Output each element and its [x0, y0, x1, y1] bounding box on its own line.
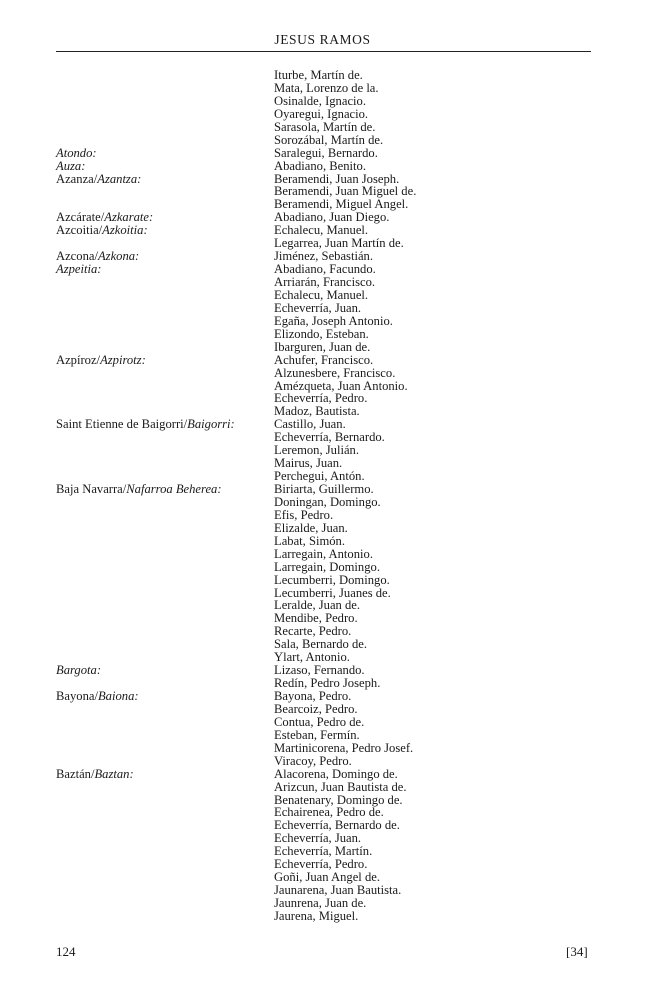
place-label: [56, 418, 235, 431]
person-name: Achufer, Francisco.: [274, 352, 374, 367]
person-name: Viracoy, Pedro.: [274, 753, 352, 768]
person-name: Abadiano, Benito.: [274, 158, 366, 173]
person-name: Leralde, Juan de.: [274, 598, 361, 613]
place-spanish: Saint Etienne de Baigorri/: [56, 417, 188, 432]
place-basque: Baztan:: [94, 766, 134, 781]
bracket-page-number: [34]: [566, 944, 588, 959]
person-name: Castillo, Juan.: [274, 417, 346, 432]
place-basque: Bargota:: [56, 663, 102, 678]
person-name: Madoz, Bautista.: [274, 404, 360, 419]
place-basque: Baiona:: [97, 689, 139, 703]
person-name: Mairus, Juan.: [274, 456, 343, 471]
place-label: [56, 768, 134, 781]
person-name: Doningan, Domingo.: [274, 494, 381, 509]
person-name: Echairenea, Pedro de.: [274, 805, 384, 820]
person-name: Echeverría, Juan.: [274, 831, 362, 846]
person-name: Amézqueta, Juan Antonio.: [274, 378, 408, 393]
person-name: Osinalde, Ignacio.: [274, 93, 366, 108]
place-label: [56, 224, 148, 237]
person-name: Sala, Bernardo de.: [274, 637, 368, 652]
person-name: Echeverría, Pedro.: [274, 391, 368, 406]
person-name: Echeverría, Juan.: [274, 300, 362, 315]
place-basque: Azkoitia:: [102, 223, 148, 238]
list-row: [0, 69, 645, 82]
person-name: Larregain, Antonio.: [274, 546, 373, 561]
person-name: Echalecu, Manuel.: [274, 223, 369, 238]
place-label: [56, 690, 139, 703]
person-name: Iturbe, Martín de.: [274, 68, 363, 82]
list-row: [0, 95, 645, 108]
list-row: [0, 276, 645, 289]
person-name: Martinicorena, Pedro Josef.: [274, 740, 414, 755]
place-basque: Azantza:: [97, 171, 142, 186]
person-name: Sarasola, Martín de.: [274, 119, 376, 134]
person-name: Goñi, Juan Angel de.: [274, 870, 380, 885]
list-row: [0, 703, 645, 716]
list-row: [0, 354, 645, 367]
place-label: [56, 263, 101, 276]
place-spanish: Baja Navarra/: [56, 482, 127, 496]
place-label: [56, 664, 101, 677]
person-name: Echeverría, Pedro.: [274, 857, 368, 872]
person-name: Beramendi, Juan Miguel de.: [274, 184, 417, 199]
place-name-list: [0, 69, 645, 923]
person-name: Jiménez, Sebastián.: [274, 249, 373, 264]
place-spanish: Azcárate/: [56, 210, 105, 225]
list-row: [0, 768, 645, 781]
place-basque: Azpeitia:: [56, 262, 102, 277]
place-spanish: Baztán/: [56, 766, 95, 781]
place-spanish: Azcoitia/: [56, 223, 103, 238]
list-row: [0, 496, 645, 509]
person-name: Leremon, Julián.: [274, 443, 359, 458]
place-spanish: Azpíroz/: [56, 352, 101, 367]
list-row: [0, 328, 645, 341]
list-row: [0, 315, 645, 328]
list-row: [0, 729, 645, 742]
person-name: Arizcun, Juan Bautista de.: [274, 779, 407, 794]
person-name: Elizondo, Esteban.: [274, 326, 369, 341]
person-name: Benatenary, Domingo de.: [274, 792, 403, 807]
person-name: Beramendi, Juan Joseph.: [274, 171, 400, 186]
person-name: Beramendi, Miguel Angel.: [274, 197, 409, 212]
person-name: Jaunrena, Juan de.: [274, 896, 367, 910]
list-row: [0, 742, 645, 755]
person-name: Efis, Pedro.: [274, 507, 334, 522]
place-basque: Azpirotz:: [100, 352, 146, 367]
person-name: Jaurena, Miguel.: [274, 908, 359, 923]
list-row: [0, 483, 645, 496]
place-label: [56, 354, 146, 367]
list-row: [0, 548, 645, 561]
page-number: 124: [56, 944, 76, 959]
place-basque: Azkarate:: [104, 210, 154, 225]
person-name: Sorozábal, Martín de.: [274, 132, 384, 147]
person-name: Lecumberri, Domingo.: [274, 572, 390, 587]
place-spanish: Azanza/: [56, 171, 98, 186]
person-name: Mata, Lorenzo de la.: [274, 80, 379, 95]
place-basque: Nafarroa Beherea:: [126, 482, 222, 496]
person-name: Echalecu, Manuel.: [274, 287, 369, 302]
header-rule: [56, 51, 591, 52]
person-name: Alzunesbere, Francisco.: [274, 365, 396, 380]
person-name: Arriarán, Francisco.: [274, 275, 376, 289]
list-row: [0, 367, 645, 380]
person-name: Abadiano, Juan Diego.: [274, 210, 390, 225]
place-spanish: Azcona/: [56, 249, 98, 264]
place-label: [56, 483, 222, 496]
place-basque: Atondo:: [56, 145, 97, 160]
person-name: Biriarta, Guillermo.: [274, 482, 374, 496]
list-row: [0, 522, 645, 535]
place-basque: Auza:: [56, 158, 86, 173]
person-name: Jaunarena, Juan Bautista.: [274, 883, 402, 898]
person-name: Egaña, Joseph Antonio.: [274, 313, 393, 328]
list-row: [0, 147, 645, 160]
list-row: [0, 781, 645, 794]
person-name: Oyaregui, Ignacio.: [274, 106, 369, 121]
person-name: Saralegui, Bernardo.: [274, 145, 378, 160]
list-row: [0, 509, 645, 522]
list-row: [0, 108, 645, 121]
list-row: [0, 535, 645, 548]
list-row: [0, 561, 645, 574]
person-name: Abadiano, Facundo.: [274, 262, 376, 277]
person-name: Lizaso, Fernando.: [274, 663, 365, 678]
person-name: Mendibe, Pedro.: [274, 611, 358, 626]
list-row: [0, 302, 645, 315]
person-name: Ylart, Antonio.: [274, 650, 350, 665]
list-row: [0, 289, 645, 302]
person-name: Alacorena, Domingo de.: [274, 766, 398, 781]
place-basque: Baigorri:: [187, 417, 235, 432]
place-spanish: Bayona/: [56, 689, 98, 703]
person-name: Redín, Pedro Joseph.: [274, 676, 381, 691]
person-name: Perchegui, Antón.: [274, 469, 365, 484]
list-row: [0, 121, 645, 134]
person-name: Recarte, Pedro.: [274, 624, 352, 639]
person-name: Contua, Pedro de.: [274, 714, 365, 729]
list-row: [0, 910, 645, 923]
person-name: Elizalde, Juan.: [274, 520, 348, 535]
place-label: [56, 173, 141, 186]
person-name: Echeverría, Martín.: [274, 844, 373, 859]
person-name: Legarrea, Juan Martín de.: [274, 236, 404, 251]
person-name: Echeverría, Bernardo de.: [274, 818, 400, 833]
person-name: Bayona, Pedro.: [274, 689, 352, 703]
list-row: [0, 134, 645, 147]
place-basque: Azkona:: [97, 249, 140, 264]
list-row: [0, 690, 645, 703]
person-name: Bearcoiz, Pedro.: [274, 701, 358, 716]
person-name: Esteban, Fermín.: [274, 727, 360, 742]
list-row: [0, 82, 645, 95]
list-row: [0, 716, 645, 729]
running-header: JESUS RAMOS: [274, 32, 371, 47]
list-row: [0, 897, 645, 910]
list-row: [0, 574, 645, 587]
person-name: Labat, Simón.: [274, 533, 346, 548]
person-name: Lecumberri, Juanes de.: [274, 585, 391, 600]
person-name: Larregain, Domingo.: [274, 559, 380, 574]
person-name: Echeverría, Bernardo.: [274, 430, 385, 445]
person-name: Ibarguren, Juan de.: [274, 339, 371, 354]
